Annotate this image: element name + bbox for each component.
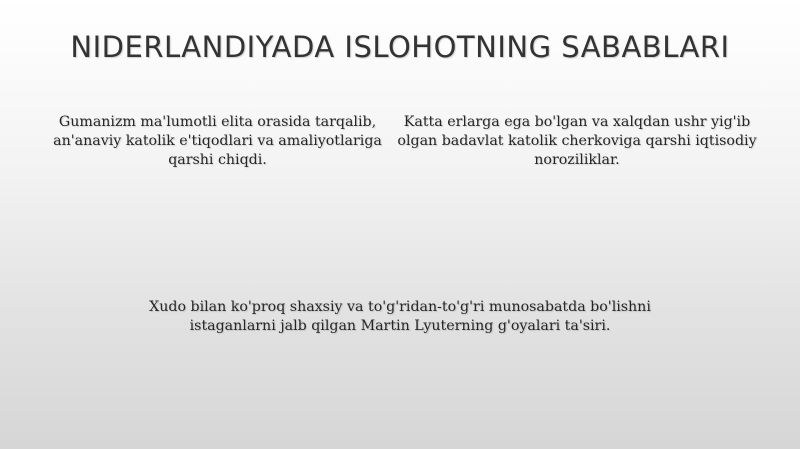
humanism-cause-text: Gumanizm ma'lumotli elita orasida tarqalib, an'anaviy katolik e'tiqodlari va amaliyotlariga qarshi chiqdi. — [53, 114, 382, 168]
economic-cause-text: Katta erlarga ega bo'lgan va xalqdan ushr yig'ib olgan badavlat katolik cherkoviga qarshi iqtisodiy noroziliklar. — [397, 114, 757, 168]
slide-title: NIDERLANDIYADA ISLOHOTNING SABABLARI — [70, 30, 730, 64]
luther-influence-text: Xudo bilan ko'proq shaxsiy va to'g'ridan-to'g'ri munosabatda bo'lishni istaganlarni jalb qilgan Martin Lyuterning g'oyalari ta'siri. — [149, 299, 651, 334]
